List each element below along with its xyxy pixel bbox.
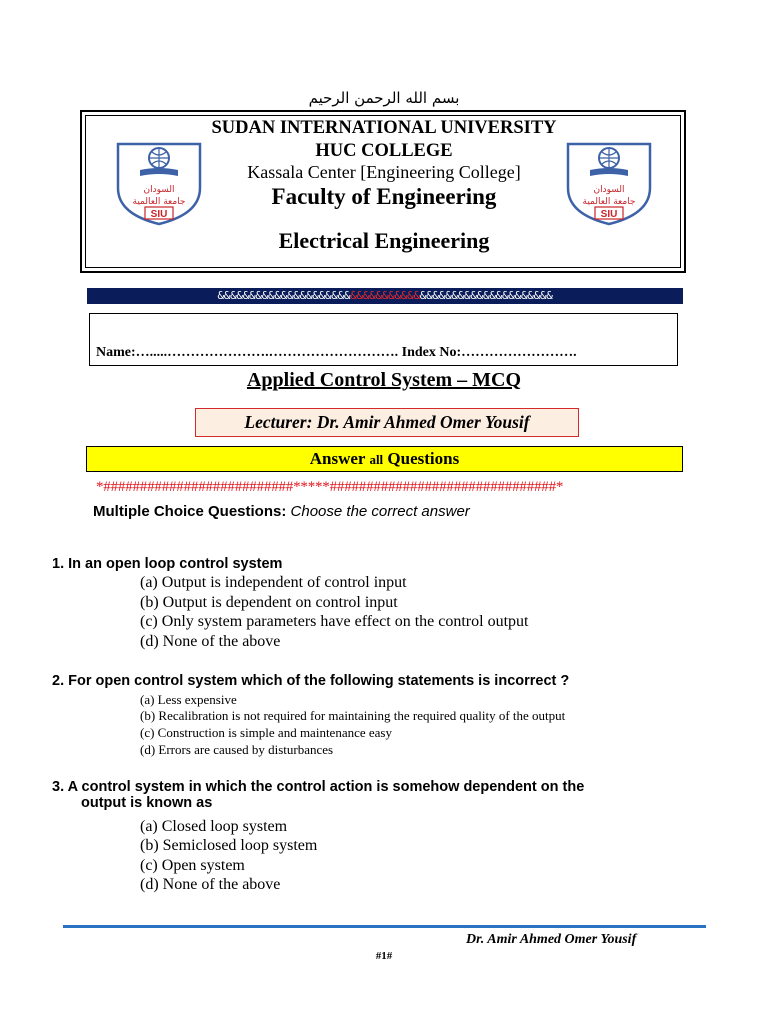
- svg-text:جامعة العالمية: جامعة العالمية: [132, 197, 186, 207]
- name-index-line: Name:….....………………….………………………. Index No:…………………….: [96, 345, 577, 360]
- footer-rule: [63, 925, 706, 928]
- svg-text:السودان: السودان: [593, 185, 625, 195]
- basmala: بسم الله الرحمن الرحيم: [308, 89, 460, 107]
- question-text: 3. A control system in which the control action is somehow dependent on the output is known as: [52, 779, 585, 811]
- answer-option: (d) None of the above: [140, 876, 281, 893]
- instruction-banner: Answer all Questions: [86, 446, 683, 472]
- footer-author: Dr. Amir Ahmed Omer Yousif: [466, 932, 637, 947]
- lecturer-box: Lecturer: Dr. Amir Ahmed Omer Yousif: [195, 408, 579, 437]
- answer-option: (c) Open system: [140, 857, 245, 874]
- center-name: Kassala Center [Engineering College]: [247, 162, 521, 182]
- svg-text:SIU: SIU: [150, 209, 168, 220]
- page-number: #1#: [375, 950, 393, 962]
- answer-option: (a) Output is independent of control input: [140, 574, 407, 591]
- answer-option: (a) Less expensive: [140, 692, 237, 707]
- answer-option: (c) Construction is simple and maintenance easy: [140, 725, 392, 740]
- university-name: SUDAN INTERNATIONAL UNIVERSITY: [211, 118, 557, 138]
- question-text: 2. For open control system which of the following statements is incorrect ?: [52, 673, 570, 689]
- separator-bar: &&&&&&&&&&&&&&&&&&&&&&&&&&&&&&&&&&&&&&&&&&&&&&&&&&&&&: [87, 288, 683, 304]
- answer-option: (b) Recalibration is not required for maintaining the required quality of the output: [140, 708, 566, 723]
- answer-option: (a) Closed loop system: [140, 818, 288, 835]
- svg-text:جامعة العالمية: جامعة العالمية: [582, 197, 636, 207]
- svg-text:السودان: السودان: [143, 185, 175, 195]
- answer-option: (b) Semiclosed loop system: [140, 837, 318, 854]
- mcq-heading: Multiple Choice Questions: Choose the correct answer: [93, 503, 470, 520]
- exam-title: Applied Control System – MCQ: [246, 369, 522, 391]
- faculty-name: Faculty of Engineering: [271, 184, 497, 209]
- answer-option: (d) None of the above: [140, 633, 281, 650]
- student-info-box: [89, 313, 678, 366]
- answer-option: (d) Errors are caused by disturbances: [140, 742, 334, 757]
- question-text: 1. In an open loop control system: [52, 556, 283, 572]
- hash-divider: *##########################*****###############################*: [96, 479, 564, 495]
- answer-option: (b) Output is dependent on control input: [140, 594, 398, 611]
- department-name: Electrical Engineering: [278, 228, 490, 253]
- college-name: HUC COLLEGE: [315, 141, 453, 161]
- svg-text:SIU: SIU: [600, 209, 618, 220]
- answer-option: (c) Only system parameters have effect on the control output: [140, 613, 529, 630]
